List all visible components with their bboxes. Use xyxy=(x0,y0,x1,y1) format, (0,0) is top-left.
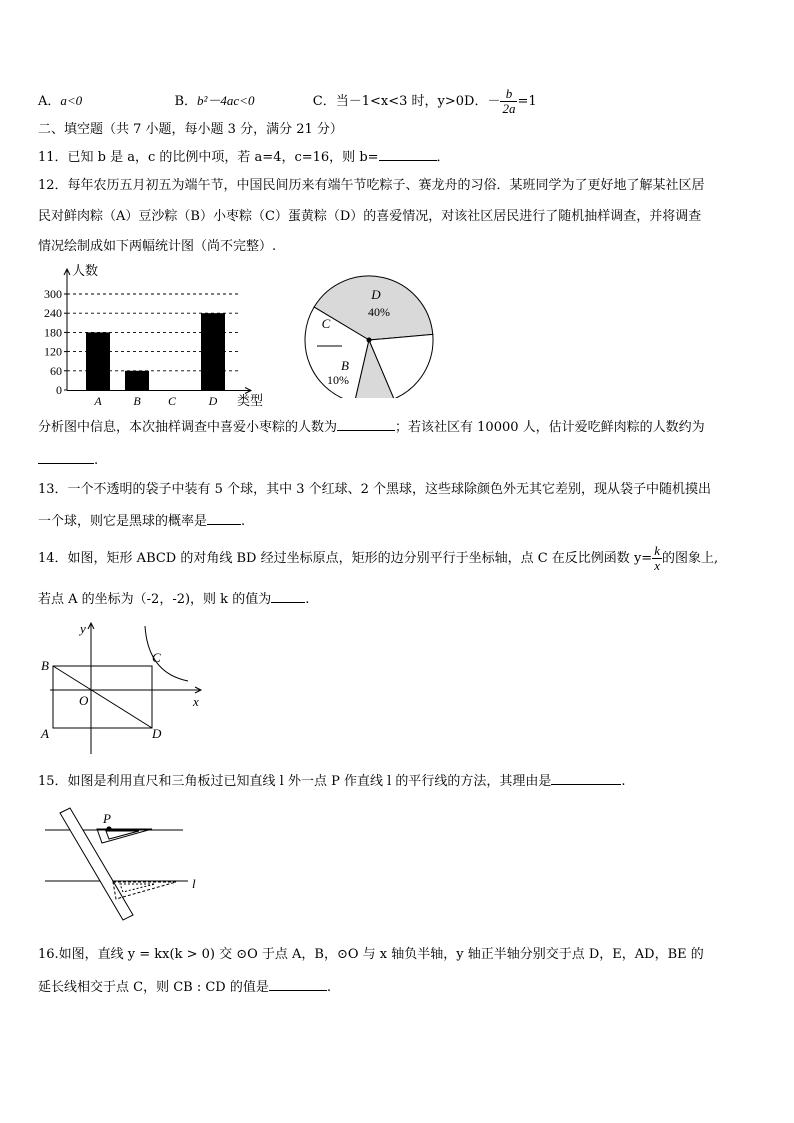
option-d-suffix: =1 xyxy=(517,94,537,109)
bar-B xyxy=(125,371,149,390)
q12-answer-blank-2[interactable] xyxy=(38,449,94,464)
q12-after1: 分析图中信息，本次抽样调查中喜爱小枣粽的人数为 xyxy=(38,420,338,435)
pie-label-D: D xyxy=(371,287,381,302)
q12-line1: 12．每年农历五月初五为端午节，中国民间历来有端午节吃粽子、赛龙舟的习俗．某班同学为了更好地了解某社区居 xyxy=(38,178,705,193)
q14-frac-den: x xyxy=(654,558,660,573)
q14-figure xyxy=(36,618,212,758)
section-header: 二、填空题（共 7 小题，每小题 3 分，满分 21 分） xyxy=(38,122,343,137)
option-c-text: 当－1<x<3 时，y>0 xyxy=(335,94,465,109)
q12-after2: . xyxy=(94,453,99,468)
label-p: P xyxy=(103,811,111,826)
option-d-prefix: － xyxy=(487,94,501,109)
option-b-label: B． xyxy=(174,94,198,109)
y-tick-label-300: 300 xyxy=(44,287,62,301)
q13-end: . xyxy=(241,514,246,529)
option-a-expr: a<0 xyxy=(60,93,83,108)
q15-answer-blank[interactable] xyxy=(551,770,621,785)
q16-line1: 16.如图，直线 y = kx(k > 0) 交 ⊙O 于点 A，B，⊙O 与 x 轴负半轴，y 轴正半轴分别交于点 D，E，AD，BE 的 xyxy=(38,947,704,962)
label-o: O xyxy=(79,693,89,708)
option-a-label: A． xyxy=(38,94,61,109)
pie-percent-B: 10% xyxy=(327,373,349,387)
q13-line2-text: 一个球，则它是黑球的概率是 xyxy=(38,514,208,529)
q14-end: . xyxy=(305,592,310,607)
label-x: x xyxy=(193,694,199,709)
option-d-num: b xyxy=(505,86,513,101)
q11-answer-blank[interactable] xyxy=(379,146,437,161)
q15-figure xyxy=(40,800,210,925)
x-tick-label-C: C xyxy=(167,394,177,408)
option-b-expr: b²－4ac<0 xyxy=(197,93,255,108)
bar-D xyxy=(201,313,225,390)
bar-chart xyxy=(30,262,290,412)
q16-line2-text: 延长线相交于点 C，则 CB : CD 的值是 xyxy=(38,980,269,995)
triangle-lower-inner-dashed xyxy=(120,884,155,892)
pie-center-dot xyxy=(367,338,372,343)
q16-answer-blank[interactable] xyxy=(269,976,327,991)
y-tick-label-240: 240 xyxy=(44,306,62,321)
pie-chart xyxy=(300,268,440,398)
label-l: l xyxy=(192,876,196,891)
q15-end: . xyxy=(621,774,626,789)
option-d-label: D． xyxy=(464,94,488,109)
q11 xyxy=(38,146,450,168)
point-p xyxy=(106,826,111,831)
label-d: D xyxy=(152,726,162,741)
pie-percent-D: 40% xyxy=(368,305,390,319)
q14-line1 xyxy=(38,544,718,573)
x-tick-label-D: D xyxy=(208,394,218,408)
q12-line3: 情况绘制成如下两幅统计图（尚不完整）. xyxy=(38,239,277,254)
y-tick-label-120: 120 xyxy=(44,344,62,359)
bar-A xyxy=(86,332,110,390)
q12-answer-blank-1[interactable] xyxy=(337,416,395,431)
y-tick-label-0: 0 xyxy=(56,383,62,397)
q13-line2 xyxy=(38,510,245,532)
q14-line2 xyxy=(38,588,309,610)
q15-text: 15．如图是利用直尺和三角板过已知直线 l 外一点 P 作直线 l 的平行线的方法，其理由是 xyxy=(38,774,552,789)
pie-label-C: C xyxy=(321,316,331,331)
q11-text: 11．已知 b 是 a，c 的比例中项，若 a=4，c=16，则 b= xyxy=(38,150,379,165)
x-tick-label-A: A xyxy=(94,394,102,408)
q14-frac-num: k xyxy=(654,543,660,558)
q13-answer-blank[interactable] xyxy=(207,510,241,525)
q16-end: . xyxy=(326,980,331,995)
q13-line1: 13．一个不透明的袋子中装有 5 个球，其中 3 个红球、2 个黑球，这些球除颜色外无其它差别，现从袋子中随机摸出 xyxy=(38,482,712,497)
x-axis-label: 类型 xyxy=(237,393,264,408)
q14-fraction xyxy=(652,544,662,573)
y-tick-label-180: 180 xyxy=(44,325,62,340)
triangle-upper-inner xyxy=(106,831,139,839)
q14-line1-end: 的图象上, xyxy=(661,551,719,566)
y-axis-label: 人数 xyxy=(72,263,99,278)
x-tick-label-B: B xyxy=(133,394,141,408)
y-tick-label-60: 60 xyxy=(50,363,62,378)
diagonal-bd xyxy=(53,666,152,728)
q14-answer-blank[interactable] xyxy=(271,588,305,603)
q12-after1b: ；若该社区有 10000 人，估计爱吃鲜肉粽的人数约为 xyxy=(395,420,705,435)
q14-line1-text: 14．如图，矩形 ABCD 的对角线 BD 经过坐标原点，矩形的边分别平行于坐标轴，点 C 在反比例函数 y= xyxy=(38,551,653,566)
pie-label-B: B xyxy=(341,358,349,373)
q12-question-2 xyxy=(38,449,98,471)
option-d-den: 2a xyxy=(502,101,516,116)
option-d-fraction xyxy=(500,87,517,116)
q15 xyxy=(38,770,626,792)
q10-options xyxy=(38,87,537,116)
q12-question xyxy=(38,416,705,438)
label-a: A xyxy=(41,726,49,741)
q11-end: ． xyxy=(436,150,450,165)
q16-line2 xyxy=(38,976,331,998)
ruler xyxy=(60,808,133,920)
label-y: y xyxy=(80,621,86,636)
q14-line2-text: 若点 A 的坐标为（-2，-2)，则 k 的值为 xyxy=(38,592,272,607)
q12-line2: 民对鲜肉粽（A）豆沙粽（B）小枣粽（C）蛋黄粽（D）的喜爱情况，对该社区居民进行了随机抽样调查，并将调查 xyxy=(38,209,702,224)
label-c: C xyxy=(152,650,161,665)
label-b: B xyxy=(41,658,49,673)
option-c-label: C． xyxy=(312,94,336,109)
